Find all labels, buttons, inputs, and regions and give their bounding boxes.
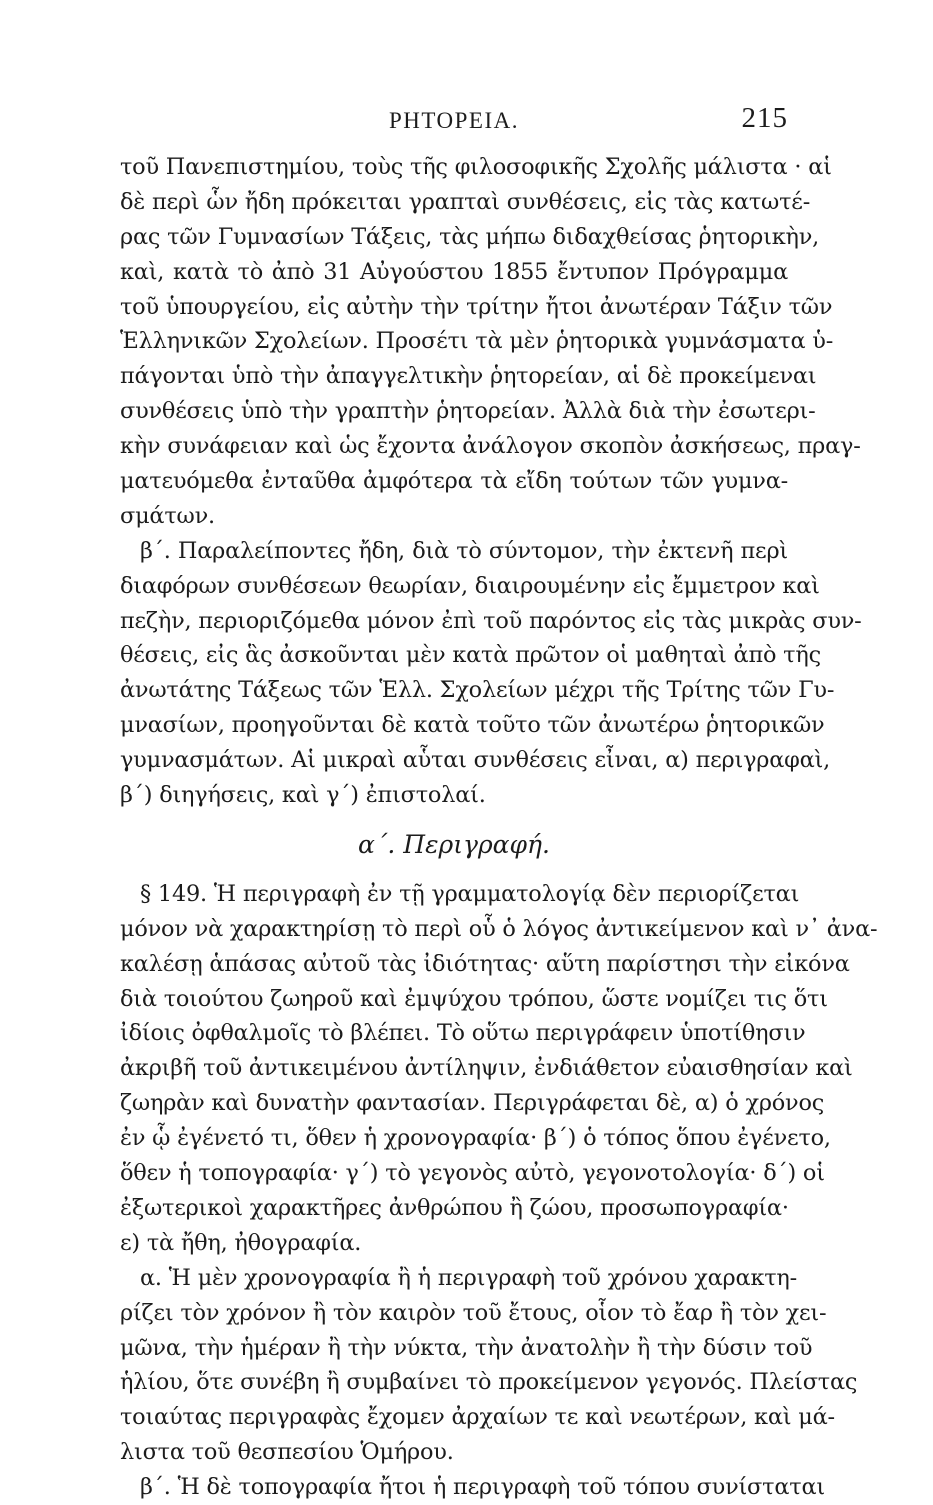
- text-line: τοῦ Πανεπιστημίου, τοὺς τῆς φιλοσοφικῆς Σχολῆς μάλιστα · αἱ: [120, 154, 832, 180]
- text-line: β΄. Ἡ δὲ τοπογραφία ἤτοι ἡ περιγραφὴ τοῦ τόπου συνίσταται: [140, 1474, 825, 1501]
- text-line: Ἑλληνικῶν Σχολείων. Προσέτι τὰ μὲν ῥητορικὰ γυμνάσματα ὑ-: [120, 328, 834, 355]
- running-title: ΡΗΤΟΡΕΙΑ.: [388, 108, 519, 133]
- text-line: γυμνασμάτων. Αἱ μικραὶ αὗται συνθέσεις εἶναι, α) περιγραφαὶ,: [120, 747, 831, 774]
- text-line: κὴν συνάφειαν καὶ ὡς ἔχοντα ἀνάλογον σκοπὸν ἀσκήσεως, πραγ-: [120, 433, 861, 460]
- text-line: ἀκριβῆ τοῦ ἀντικειμένου ἀντίληψιν, ἐνδιάθετον εὐαισθησίαν καὶ: [120, 1055, 853, 1082]
- section-heading: α΄. Περιγραφή.: [358, 829, 550, 859]
- text-line: πάγονται ὑπὸ τὴν ἀπαγγελτικὴν ῥητορείαν, αἱ δὲ προκείμεναι: [120, 363, 817, 390]
- text-line: διαφόρων συνθέσεων θεωρίαν, διαιρουμένην εἰς ἔμμετρον καὶ: [120, 572, 820, 599]
- text-line: ὅθεν ἡ τοπογραφία· γ΄) τὸ γεγονὸς αὐτὸ, γεγονοτολογία· δ΄) οἱ: [120, 1160, 825, 1187]
- text-line: § 149. Ἡ περιγραφὴ ἐν τῇ γραμματολογίᾳ δὲν περιορίζεται: [140, 880, 800, 907]
- text-line: ἐν ᾧ ἐγένετό τι, ὅθεν ἡ χρονογραφία· β΄) ὁ τόπος ὅπου ἐγένετο,: [120, 1125, 831, 1152]
- text-line: διὰ τοιούτου ζωηροῦ καὶ ἐμψύχου τρόπου, ὥστε νομίζει τις ὅτι: [120, 985, 828, 1012]
- running-head: [120, 102, 788, 148]
- text-line: μῶνα, τὴν ἡμέραν ἢ τὴν νύκτα, τὴν ἀνατολὴν ἢ τὴν δύσιν τοῦ: [120, 1334, 813, 1361]
- text-line: ρίζει τὸν χρόνον ἢ τὸν καιρὸν τοῦ ἔτους, οἷον τὸ ἔαρ ἢ τὸν χει-: [120, 1299, 827, 1326]
- body-text: [120, 150, 878, 1505]
- text-line: σμάτων.: [120, 502, 215, 529]
- text-line: μνασίων, προηγοῦνται δὲ κατὰ τοῦτο τῶν ἀνωτέρω ῥητορικῶν: [120, 712, 825, 739]
- text-line: ἀνωτάτης Τάξεως τῶν Ἑλλ. Σχολείων μέχρι τῆς Τρίτης τῶν Γυ-: [120, 677, 835, 704]
- text-line: μόνον νὰ χαρακτηρίσῃ τὸ περὶ οὗ ὁ λόγος ἀντικείμενον καὶ ν᾽ ἀνα-: [120, 915, 878, 942]
- text-line: ματευόμεθα ἐνταῦθα ἀμφότερα τὰ εἴδη τούτων τῶν γυμνα-: [120, 468, 788, 495]
- text-line: συνθέσεις ὑπὸ τὴν γραπτὴν ῥητορείαν. Ἀλλὰ διὰ τὴν ἐσωτερι-: [120, 398, 816, 425]
- text-line: ἡλίου, ὅτε συνέβη ἢ συμβαίνει τὸ προκείμενον γεγονός. Πλείστας: [120, 1369, 858, 1396]
- text-line: β΄. Παραλείποντες ἤδη, διὰ τὸ σύντομον, τὴν ἐκτενῆ περὶ: [140, 537, 788, 564]
- text-line: πεζὴν, περιοριζόμεθα μόνον ἐπὶ τοῦ παρόντος εἰς τὰς μικρὰς συν-: [120, 607, 862, 634]
- text-line: ζωηρὰν καὶ δυνατὴν φαντασίαν. Περιγράφεται δὲ, α) ὁ χρόνος: [120, 1090, 825, 1117]
- page-number: 215: [741, 102, 788, 134]
- text-line: τοῦ ὑπουργείου, εἰς αὐτὴν τὴν τρίτην ἤτοι ἀνωτέραν Τάξιν τῶν: [120, 293, 833, 320]
- text-line: α. Ἡ μὲν χρονογραφία ἢ ἡ περιγραφὴ τοῦ χρόνου χαρακτη-: [140, 1264, 798, 1291]
- text-line: ἐξωτερικοὶ χαρακτῆρες ἀνθρώπου ἢ ζώου, προσωπογραφία·: [120, 1194, 789, 1221]
- text-line: καλέσῃ ἁπάσας αὐτοῦ τὰς ἰδιότητας· αὕτη παρίστησι τὴν εἰκόνα: [120, 950, 850, 977]
- text-line: καὶ, κατὰ τὸ ἀπὸ 31 Αὐγούστου 1855 ἔντυπον Πρόγραμμα: [120, 258, 788, 285]
- text-line: λιστα τοῦ θεσπεσίου Ὁμήρου.: [120, 1439, 454, 1466]
- text-line: ρας τῶν Γυμνασίων Τάξεις, τὰς μήπω διδαχθείσας ῥητορικὴν,: [120, 223, 820, 250]
- text-line: β΄) διηγήσεις, καὶ γ΄) ἐπιστολαί.: [120, 782, 486, 809]
- text-line: ἰδίοις ὀφθαλμοῖς τὸ βλέπει. Τὸ οὕτω περιγράφειν ὑποτίθησιν: [120, 1020, 806, 1047]
- text-line: θέσεις, εἰς ἃς ἀσκοῦνται μὲν κατὰ πρῶτον οἱ μαθηταὶ ἀπὸ τῆς: [120, 642, 821, 669]
- text-line: ε) τὰ ἤθη, ἠθογραφία.: [120, 1229, 362, 1256]
- text-line: τοιαύτας περιγραφὰς ἔχομεν ἀρχαίων τε καὶ νεωτέρων, καὶ μά-: [120, 1404, 835, 1431]
- text-line: δὲ περὶ ὧν ἤδη πρόκειται γραπταὶ συνθέσεις, εἰς τὰς κατωτέ-: [120, 188, 811, 215]
